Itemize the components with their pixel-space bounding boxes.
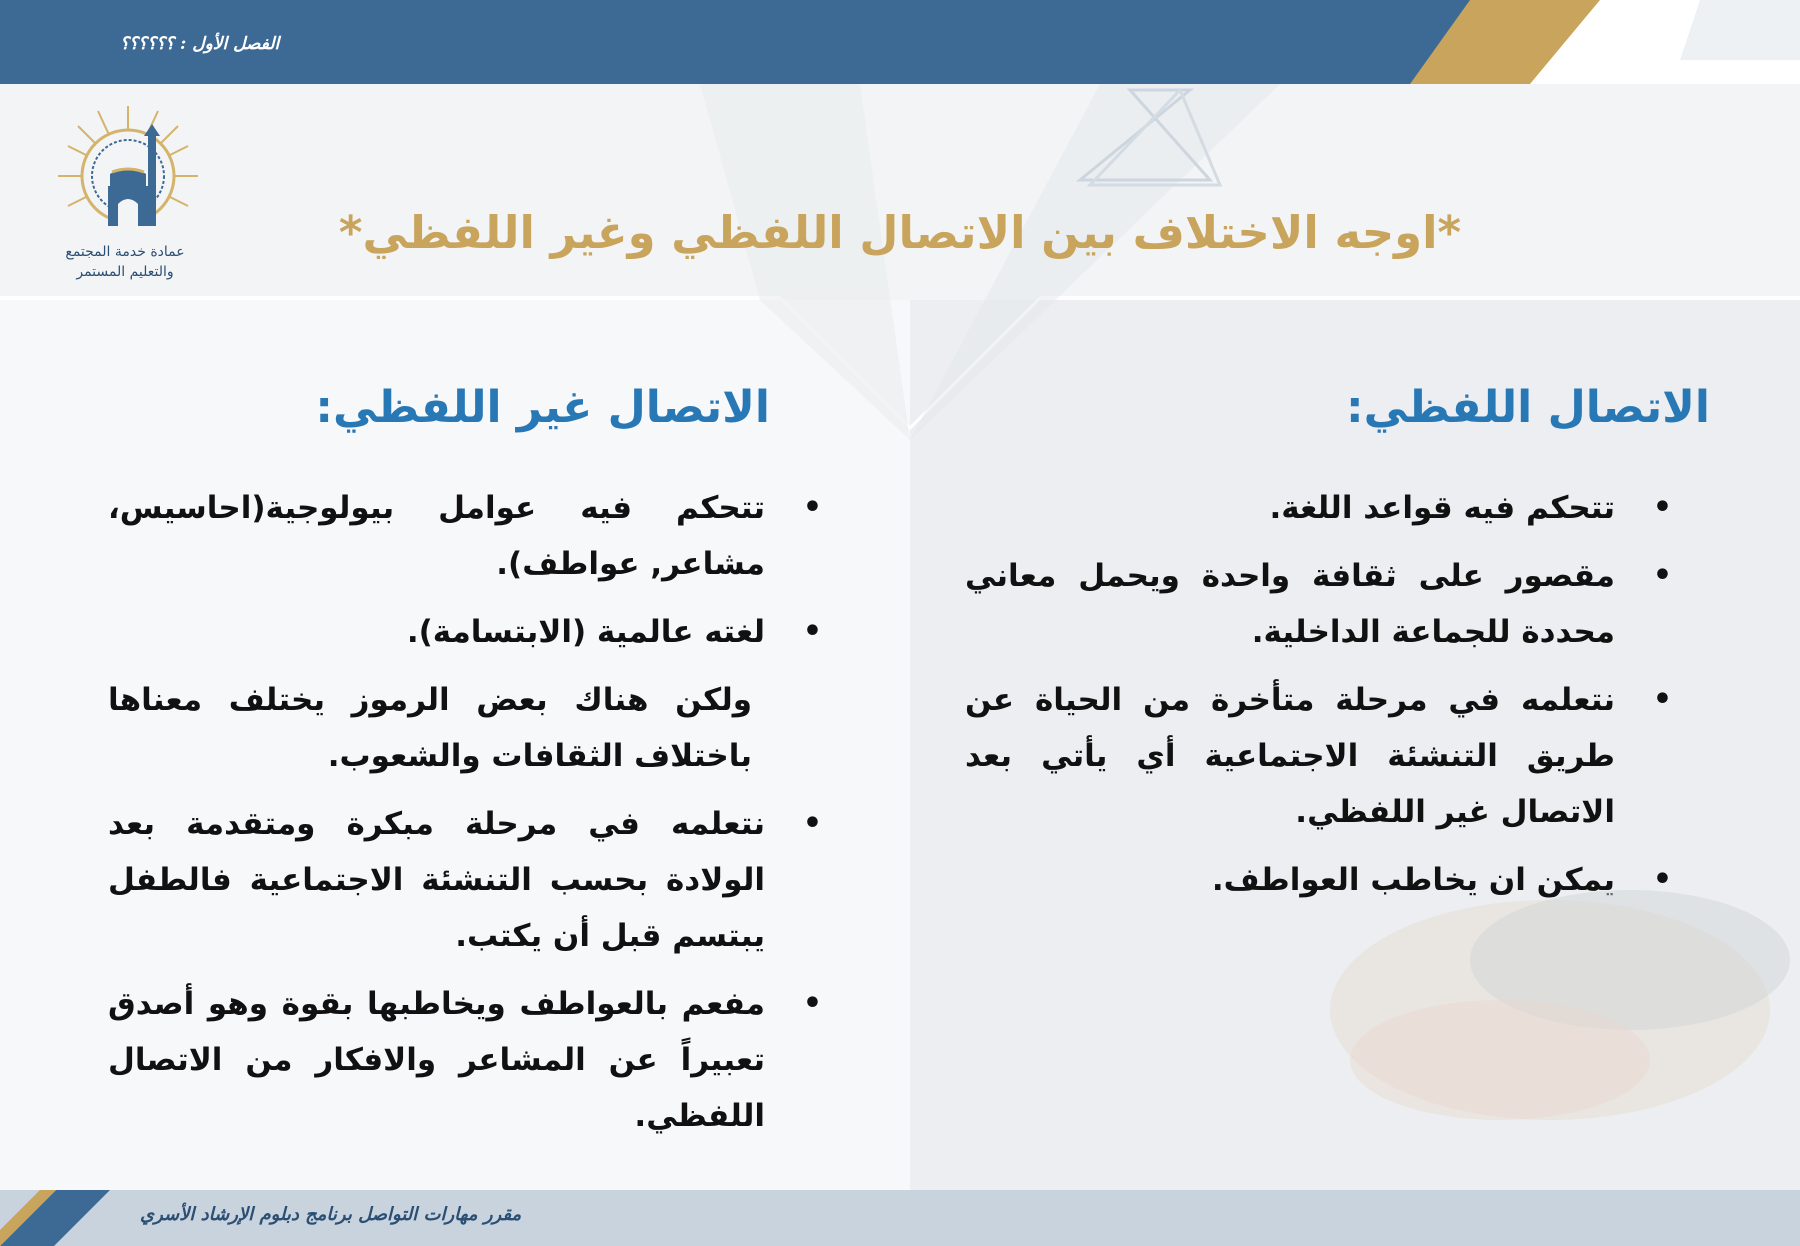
bullet-icon: •	[802, 986, 822, 1021]
logo-text-line1: عمادة خدمة المجتمع	[65, 244, 185, 260]
bullet-icon: •	[1652, 490, 1672, 525]
bullet-icon: •	[802, 614, 822, 649]
list-item: • تتحكم فيه عوامل بيولوجية(احاسيس، مشاعر, عواطف).	[108, 480, 830, 592]
bullet-icon: •	[802, 806, 822, 841]
bullet-icon: •	[1652, 558, 1672, 593]
bullet-icon: •	[802, 490, 822, 525]
nonverbal-heading: الاتصال غير اللفظي:	[315, 382, 770, 433]
list-item-continuation: ولكن هناك بعض الرموز يختلف معناها باختلاف الثقافات والشعوب.	[108, 682, 752, 774]
page-title: *اوجه الاختلاف بين الاتصال اللفظي وغير اللفظي*	[338, 206, 1462, 259]
list-item: • نتعلمه في مرحلة مبكرة ومتقدمة بعد الولادة بحسب التنشئة الاجتماعية فالطفل يبتسم قبل أن يكتب.	[108, 796, 830, 964]
bullet-icon: •	[1652, 682, 1672, 717]
logo-text-line2: والتعليم المستمر	[76, 264, 174, 280]
nonverbal-list	[108, 480, 830, 1156]
list-item: • لغته عالمية (الابتسامة).	[108, 604, 830, 660]
footer-course-title: مقرر مهارات التواصل برنامج دبلوم الإرشاد الأسري	[140, 1204, 522, 1225]
list-item: • مقصور على ثقافة واحدة ويحمل معاني محددة للجماعة الداخلية.	[965, 548, 1680, 660]
header-bar	[0, 0, 1800, 84]
bullet-icon: •	[1652, 862, 1672, 897]
list-item: • مفعم بالعواطف ويخاطبها بقوة وهو أصدق تعبيراً عن المشاعر والافكار من الاتصال اللفظي.	[108, 976, 830, 1144]
list-item: • تتحكم فيه قواعد اللغة.	[965, 480, 1680, 536]
verbal-heading: الاتصال اللفظي:	[1346, 382, 1710, 433]
list-item: • يمكن ان يخاطب العواطف.	[965, 852, 1680, 908]
list-item: • نتعلمه في مرحلة متأخرة من الحياة عن طريق التنشئة الاجتماعية أي يأتي بعد الاتصال غير اللفظي.	[965, 672, 1680, 840]
handshake-watermark	[1250, 840, 1800, 1190]
chapter-label: الفصل الأول : ؟؟؟؟؟؟	[120, 34, 280, 54]
